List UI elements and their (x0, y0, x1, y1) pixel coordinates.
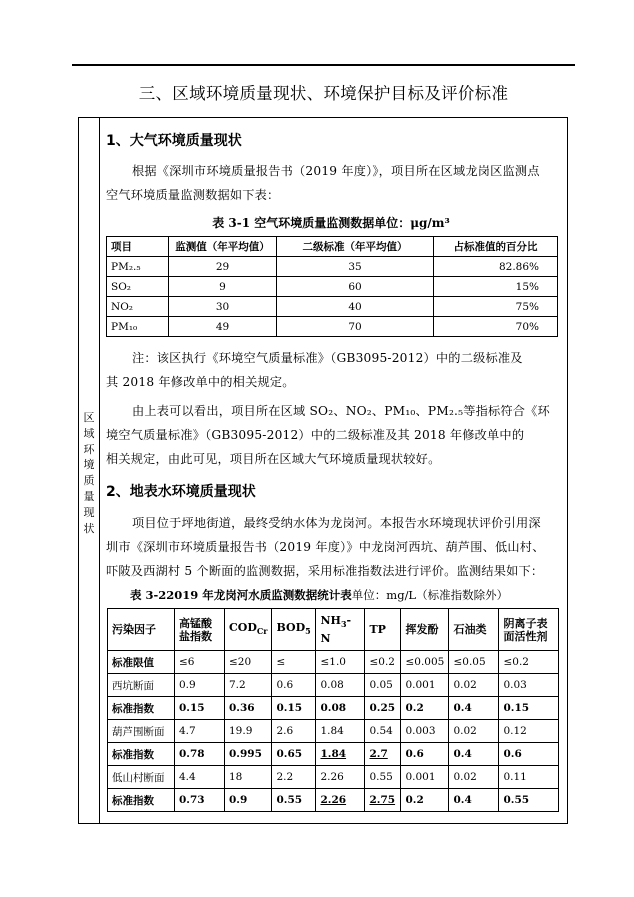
table-row (108, 743, 559, 766)
table-cell: 0.05 (365, 674, 401, 697)
table-cell: 29 (169, 257, 277, 277)
side-char: 质 (83, 474, 95, 488)
table-row (107, 257, 558, 277)
table-cell: ≤0.05 (449, 651, 499, 674)
air-quality-table (106, 236, 558, 337)
side-char: 域 (83, 426, 95, 440)
table-cell: 70 (277, 317, 434, 337)
air-conclusion-line: 由上表可以看出，项目所在区域 SO₂、NO₂、PM₁₀、PM₂.₅等指标符合《环 (132, 404, 550, 418)
table-cell: 0.001 (401, 674, 449, 697)
water-heading: 2、地表水环境质量现状 (106, 484, 256, 500)
table-cell: 2.26 (316, 766, 365, 789)
table-cell: 4.4 (175, 766, 225, 789)
table-cell: 0.12 (499, 720, 559, 743)
table-cell: 0.2 (401, 697, 449, 720)
water-caption-unit: 单位：mg/L（标准指数除外） (351, 588, 509, 602)
table-cell: 82.86% (434, 257, 558, 277)
table-cell: ≤ (272, 651, 316, 674)
table-cell-exceeds: 2.75 (365, 789, 401, 812)
side-char: 环 (83, 442, 95, 456)
table-cell: 2.6 (272, 720, 316, 743)
table-cell: ≤20 (225, 651, 272, 674)
table-cell: 0.4 (449, 743, 499, 766)
table-cell: 0.11 (499, 766, 559, 789)
table-cell: 0.9 (225, 789, 272, 812)
table-row (108, 697, 559, 720)
water-intro-line: 圳市《深圳市环境质量报告书（2019 年度）》中龙岗河西坑、葫芦围、低山村、 (106, 540, 545, 554)
air-intro-line: 根据《深圳市环境质量报告书（2019 年度）》，项目所在区域龙岗区监测点 (132, 164, 540, 178)
water-intro-line: 项目位于坪地街道，最终受纳水体为龙岗河。本报告水环境现状评价引用深 (132, 516, 541, 530)
table-cell: ≤0.005 (401, 651, 449, 674)
table-cell-exceeds: 1.84 (316, 743, 365, 766)
table-cell: 标准指数 (108, 789, 175, 812)
table-cell: ≤6 (175, 651, 225, 674)
table-cell: 标准限值 (108, 651, 175, 674)
table-cell: 9 (169, 277, 277, 297)
table-cell: 西坑断面 (108, 674, 175, 697)
table-header-cell: 挥发酚 (401, 609, 449, 651)
table-cell: 标准指数 (108, 743, 175, 766)
table-cell: 0.08 (316, 697, 365, 720)
top-rule (72, 64, 575, 66)
table-cell: 0.001 (401, 766, 449, 789)
table-cell: 0.6 (499, 743, 559, 766)
table-cell: 4.7 (175, 720, 225, 743)
table-cell: 0.4 (449, 789, 499, 812)
air-conclusion-line: 境空气质量标准》（GB3095-2012）中的二级标准及其 2018 年修改单中的 (106, 428, 525, 442)
table-header-row (108, 609, 559, 651)
table-header-cell: 石油类 (449, 609, 499, 651)
table-row (108, 720, 559, 743)
table-cell: 0.55 (272, 789, 316, 812)
table-header-cell: 二级标准（年平均值） (277, 237, 434, 257)
table-cell: 0.25 (365, 697, 401, 720)
table-header-cell: 高锰酸盐指数 (175, 609, 225, 651)
table-cell: 49 (169, 317, 277, 337)
table-row (108, 674, 559, 697)
table-cell-exceeds: 2.26 (316, 789, 365, 812)
table-cell: 0.08 (316, 674, 365, 697)
table-header-cell: TP (365, 609, 401, 651)
table-cell: 35 (277, 257, 434, 277)
table-cell: 0.6 (401, 743, 449, 766)
table-cell: 75% (434, 297, 558, 317)
table-cell: 40 (277, 297, 434, 317)
table-row (108, 789, 559, 812)
table-cell: 0.6 (272, 674, 316, 697)
table-header-cell: $COD_{Cr}$ (225, 609, 272, 651)
table-cell: 0.02 (449, 766, 499, 789)
table-cell: 0.02 (449, 720, 499, 743)
table-cell: SO₂ (107, 277, 169, 297)
table-header-cell: 污染因子 (108, 609, 175, 651)
table-cell: 0.55 (499, 789, 559, 812)
table-cell: 0.995 (225, 743, 272, 766)
table-header-cell: $NH_3-N$ (316, 609, 365, 651)
table-cell: 0.2 (401, 789, 449, 812)
table-cell: 18 (225, 766, 272, 789)
table-header-cell: 监测值（年平均值） (169, 237, 277, 257)
side-char: 境 (83, 458, 95, 472)
side-label (78, 410, 100, 536)
table-header-cell: 阴离子表面活性剂 (499, 609, 559, 651)
table-cell: 标准指数 (108, 697, 175, 720)
table-cell: ≤1.0 (316, 651, 365, 674)
table-cell: 0.15 (272, 697, 316, 720)
table-cell: 葫芦围断面 (108, 720, 175, 743)
water-caption-title: 表 3-22019 年龙岗河水质监测数据统计表 (130, 588, 352, 602)
side-char: 现 (83, 505, 95, 519)
table-cell: ≤0.2 (365, 651, 401, 674)
air-intro-line: 空气环境质量监测数据如下表： (106, 188, 280, 202)
table-header-cell: 占标准值的百分比 (434, 237, 558, 257)
table-cell: 0.78 (175, 743, 225, 766)
water-intro-line: 吓陂及西湖村 5 个断面的监测数据，采用标准指数法进行评价。监测结果如下： (106, 564, 544, 578)
table-cell: 7.2 (225, 674, 272, 697)
table-cell: 30 (169, 297, 277, 317)
table-cell-exceeds: 2.7 (365, 743, 401, 766)
table-cell: 0.9 (175, 674, 225, 697)
table-cell: 0.15 (499, 697, 559, 720)
section-title: 三、区域环境质量现状、环境保护目标及评价标准 (138, 84, 509, 103)
table-row (107, 297, 558, 317)
table-cell: PM₁₀ (107, 317, 169, 337)
side-char: 区 (83, 411, 95, 424)
water-quality-table (107, 608, 559, 812)
side-column (78, 117, 100, 824)
table-cell: 0.54 (365, 720, 401, 743)
table-cell: 0.73 (175, 789, 225, 812)
air-conclusion-line: 相关规定，由此可见，项目所在区域大气环境质量现状较好。 (106, 452, 441, 466)
table-cell: 0.36 (225, 697, 272, 720)
table-cell: ≤0.2 (499, 651, 559, 674)
table-cell: 0.4 (449, 697, 499, 720)
table-header-row (107, 237, 558, 257)
table-cell: 60 (277, 277, 434, 297)
table-cell: 0.65 (272, 743, 316, 766)
table-cell: 0.55 (365, 766, 401, 789)
table-cell: 0.15 (175, 697, 225, 720)
side-char: 状 (83, 521, 95, 535)
table-cell: NO₂ (107, 297, 169, 317)
water-table-caption (130, 587, 508, 603)
table-header-cell: $BOD_5$ (272, 609, 316, 651)
table-cell: 2.2 (272, 766, 316, 789)
air-note-line: 注：该区执行《环境空气质量标准》（GB3095-2012）中的二级标准及 (132, 351, 523, 365)
table-cell: 低山村断面 (108, 766, 175, 789)
side-char: 量 (83, 489, 95, 503)
air-note-line: 其 2018 年修改单中的相关规定。 (106, 375, 295, 389)
table-cell: 0.02 (449, 674, 499, 697)
air-table-caption: 表 3-1 空气环境质量监测数据单位：μg/m³ (212, 216, 450, 230)
table-row (107, 317, 558, 337)
table-cell: 1.84 (316, 720, 365, 743)
table-cell: 70% (434, 317, 558, 337)
table-cell: 19.9 (225, 720, 272, 743)
table-row (108, 766, 559, 789)
air-heading: 1、大气环境质量现状 (106, 133, 242, 149)
table-header-cell: 项目 (107, 237, 169, 257)
table-cell: 0.003 (401, 720, 449, 743)
table-cell: 15% (434, 277, 558, 297)
table-cell: PM₂.₅ (107, 257, 169, 277)
table-row (107, 277, 558, 297)
table-cell: 0.03 (499, 674, 559, 697)
table-row (108, 651, 559, 674)
